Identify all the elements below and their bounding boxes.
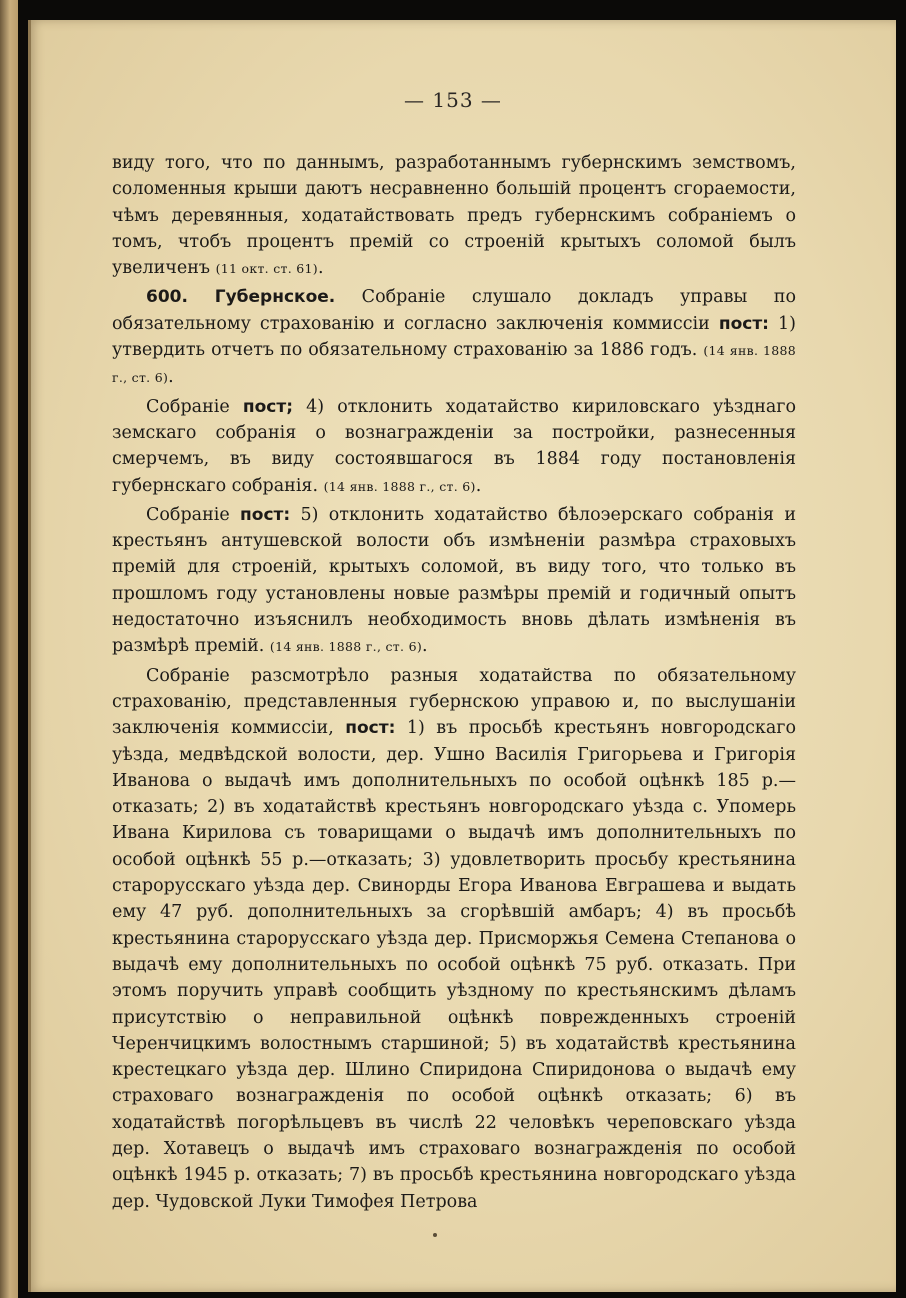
date-reference: (11 окт. ст. 61)	[215, 261, 318, 277]
paragraph-text: виду того, что по даннымъ, разработаннымъ губернскимъ земствомъ, соломенныя крыши даютъ несравненно большій процентъ сгораемости, чѣмъ деревянныя, ходатайствовать предъ губернскимъ собраніемъ о томъ, чтобъ процентъ премій со строеній крытыхъ соломой былъ увеличенъ	[112, 153, 796, 279]
date-reference: (14 янв. 1888 г., ст. 6)	[269, 639, 422, 655]
paragraph-text: 5) отклонить ходатайство бѣлоэерскаго собранія и крестьянъ антушевской волости объ измѣненіи размѣра страховыхъ премій для строеній, крытыхъ соломой, въ виду того, что только въ прошломъ году установлены новые размѣры премій и годичный опытъ недостаточно изъяснилъ необходимость вновь дѣлать измѣненія въ размѣрѣ премій.	[112, 504, 796, 657]
paragraph-text: .	[422, 636, 428, 657]
page-number: — 153 —	[404, 88, 502, 112]
paragraph-text: .	[475, 475, 482, 496]
paragraph	[112, 502, 796, 661]
date-reference: (14 янв. 1888 г., ст. 6)	[112, 343, 796, 386]
date-reference: (14 янв. 1888 г., ст. 6)	[323, 478, 476, 494]
page-gutter	[28, 20, 31, 1292]
paragraph	[112, 284, 796, 391]
paragraph-text: Собраніе слушало докладъ управы по обязательному страхованію и согласно заключенія коммиссіи	[112, 287, 796, 334]
paragraph	[112, 394, 796, 500]
paragraph-text: .	[168, 367, 174, 388]
paragraph-text: 1) въ просьбѣ крестьянъ новгородскаго уѣзда, медвѣдской волости, дер. Ушно Василія Григорьева и Григорія Иванова о выдачѣ имъ дополнительныхъ по особой оцѣнкѣ 185 р.— отказать; 2) въ ходатайствѣ крестьянъ новгородскаго уѣзда с. Упомерь Ивана Кирилова съ товарищами о выдачѣ имъ дополнительныхъ по особой оцѣнкѣ 55 р.—отказать; 3) удовлетворить просьбу крестьянина старорусскаго уѣзда дер. Свинорды Егора Иванова Евграшева и выдать ему 47 руб. дополнительныхъ за сгорѣвшій амбаръ; 4) въ просьбѣ крестьянина старорусскаго уѣзда дер. Присморжья Семена Степанова о выдачѣ ему дополнительныхъ по особой оцѣнкѣ 75 руб. отказать. При этомъ поручить управѣ сообщить уѣздному по крестьянскимъ дѣламъ присутствію о неправильной оцѣнкѣ поврежденныхъ строеній Черенчицкимъ волостнымъ старшиной; 5) въ ходатайствѣ крестьянина крестецкаго уѣзда дер. Шлино Спиридона Спиридонова о выдачѣ ему страховаго вознагражденія по особой оцѣнкѣ отказать; 6) въ ходатайствѣ погорѣльцевъ въ числѣ 22 человѣкъ череповскаго уѣзда дер. Хотавецъ о выдачѣ имъ страховаго вознагражденія по особой оцѣнкѣ 1945 р. отказать; 7) въ просьбѣ крестьянина новгородскаго уѣзда дер. Чудовской Луки Тимофея Петрова	[112, 718, 796, 1212]
paragraph	[112, 663, 796, 1215]
paragraph-text: Собраніе	[146, 504, 241, 525]
paragraph	[112, 150, 796, 282]
emphasis-text: пост:	[345, 718, 396, 739]
paragraph-text: 4) отклонить ходатайство кириловскаго уѣзднаго земскаго собранія о вознагражденіи за постройки, разнесенныя смерчемъ, въ виду состоявшагося въ 1884 году постановленія губернскаго собранія.	[112, 396, 797, 496]
emphasis-text: пост:	[718, 313, 769, 334]
paragraph-text: .	[317, 258, 324, 279]
paragraph-text: Собраніе	[146, 396, 243, 417]
page-body-text	[112, 150, 796, 1215]
emphasis-text: пост:	[240, 504, 291, 525]
emphasis-text: 600. Губернское.	[146, 287, 336, 308]
previous-page-edge	[0, 0, 18, 1298]
paper-spot	[433, 1233, 437, 1237]
emphasis-text: пост;	[242, 396, 293, 417]
paragraph-text: 1) утвердить отчетъ по обязательному страхованію за 1886 годъ.	[112, 313, 796, 361]
paragraph-text: Собраніе разсмотрѣло разныя ходатайства по обязательному страхованію, представленныя губернскою управою и, по выслушаніи заключенія коммиссіи,	[112, 665, 796, 739]
